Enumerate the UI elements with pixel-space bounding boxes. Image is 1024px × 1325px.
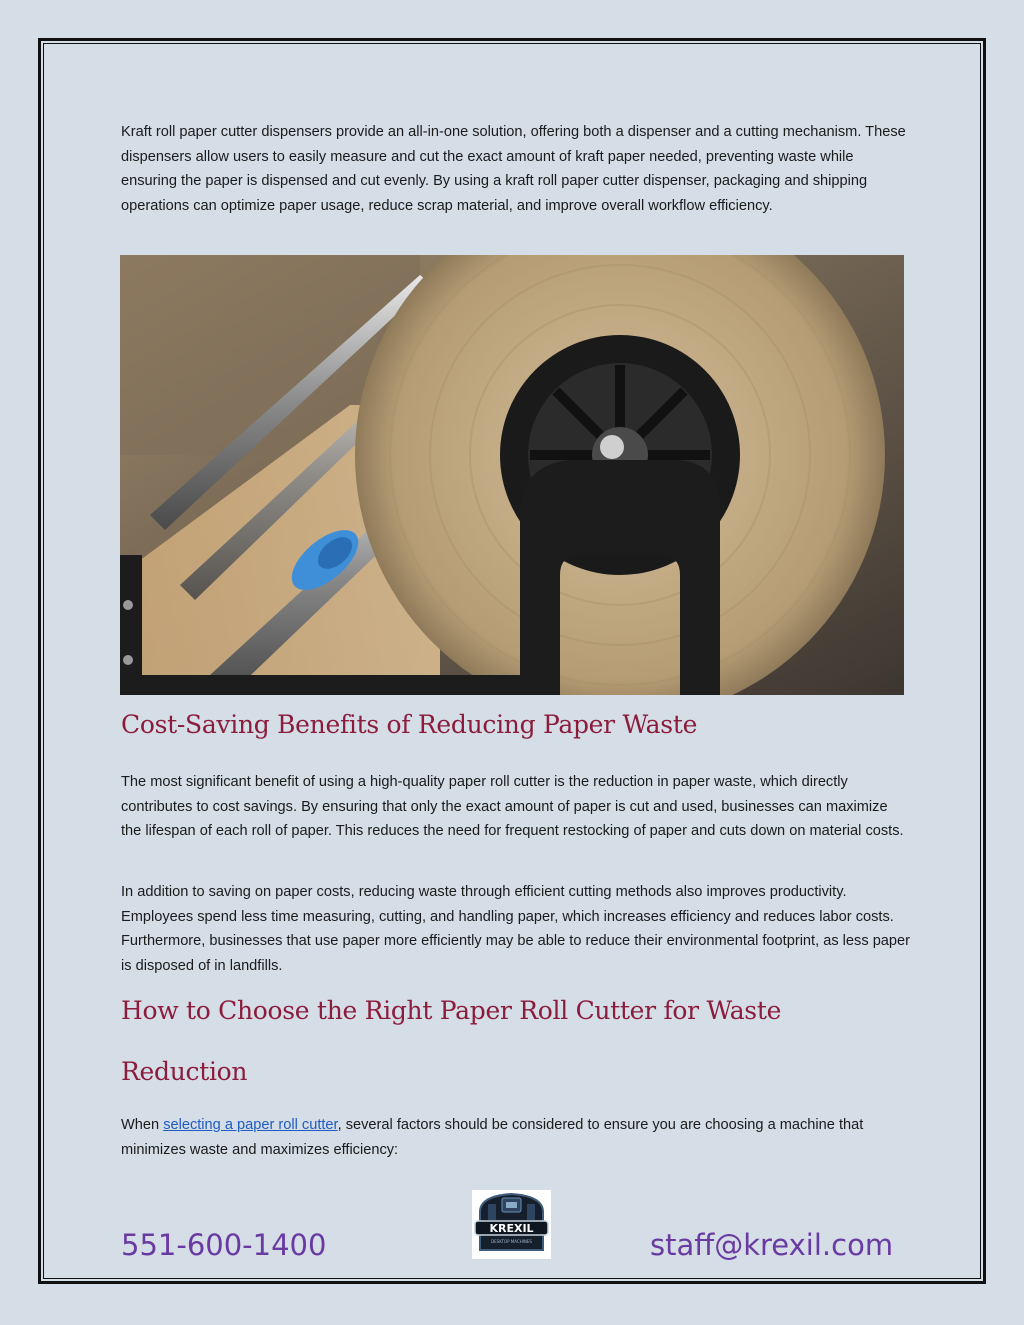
svg-text:KREXIL: KREXIL [489, 1222, 534, 1235]
footer-phone: 551-600-1400 [121, 1228, 327, 1262]
choose-cutter-heading-line1: How to Choose the Right Paper Roll Cutter for Waste [121, 996, 782, 1025]
selecting-text-after: , several factors should be considered to ensure you are choosing a machine that minimizes waste and maximizes efficiency: [121, 1117, 864, 1158]
cost-saving-paragraph-2: In addition to saving on paper costs, reducing waste through efficient cutting methods also improves productivity. Employees spend less time measuring, cutting, and handling paper, which increases efficiency and reduces labor costs. Furthermore, businesses that use paper more efficiently may be able to reduce their environmental footprint, as less paper is disposed of in landfills. [121, 884, 911, 974]
selecting-text-before: When [121, 1117, 164, 1133]
svg-text:DESKTOP MACHINES: DESKTOP MACHINES [491, 1239, 532, 1244]
krexil-logo [472, 1190, 551, 1259]
paper-roll-dispenser-photo [120, 255, 904, 695]
cost-saving-paragraph-1: The most significant benefit of using a high-quality paper roll cutter is the reduction in paper waste, which directly contributes to cost savings. By ensuring that only the exact amount of paper is cut and used, businesses can maximize the lifespan of each roll of paper. This reduces the need for frequent restocking of paper and cuts down on material costs. [121, 774, 904, 840]
selecting-paragraph [121, 1113, 911, 1162]
intro-paragraph: Kraft roll paper cutter dispensers provide an all-in-one solution, offering both a dispenser and a cutting mechanism. These dispensers allow users to easily measure and cut the exact amount of kraft paper needed, preventing waste while ensuring the paper is dispensed and cut evenly. By using a kraft roll paper cutter dispenser, packaging and shipping operations can optimize paper usage, reduce scrap material, and improve overall workflow efficiency. [121, 124, 906, 214]
choose-cutter-heading-line2: Reduction [121, 1057, 248, 1086]
footer-email[interactable]: staff@krexil.com [650, 1228, 894, 1262]
cost-saving-heading: Cost-Saving Benefits of Reducing Paper Waste [121, 710, 698, 739]
selecting-paper-roll-cutter-link[interactable]: selecting a paper roll cutter [163, 1117, 338, 1133]
